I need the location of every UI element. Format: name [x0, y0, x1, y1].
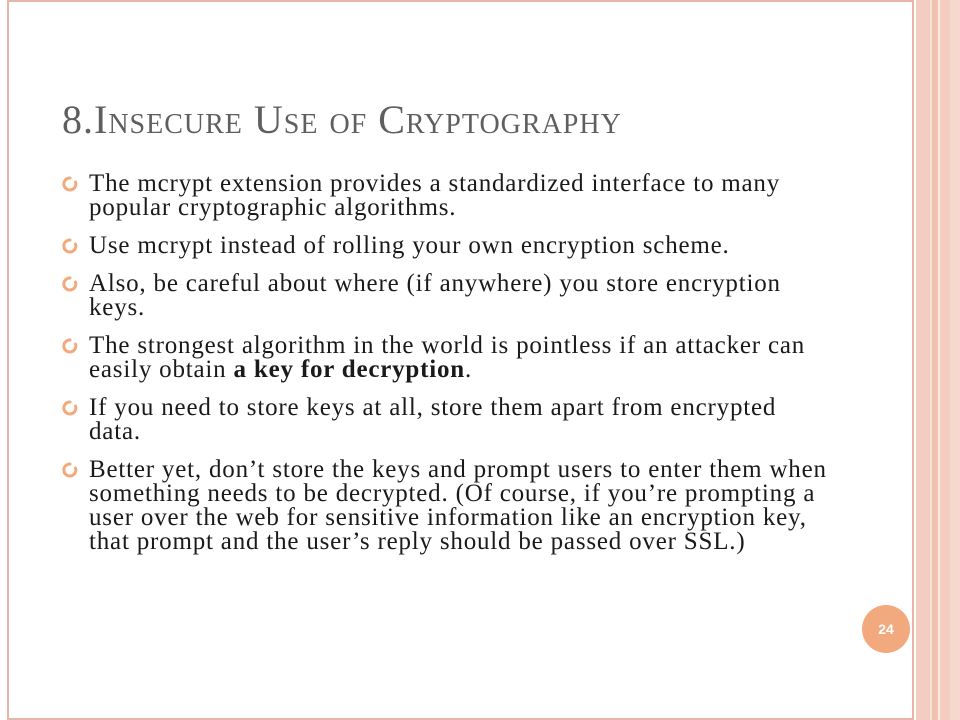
frame-top-border: [7, 0, 912, 2]
stripe: [940, 0, 950, 720]
circle-outline-bullet-icon: [62, 275, 78, 293]
stripe: [950, 0, 960, 720]
bullet-item: [62, 396, 832, 444]
bullet-item: [62, 334, 832, 382]
frame-left-border: [7, 0, 9, 720]
circle-outline-bullet-icon: [62, 399, 78, 417]
bullet-item: [62, 458, 832, 554]
bullet-bold-text: a key for decryption: [233, 356, 466, 383]
bullet-list: [62, 172, 832, 568]
bullet-item: [62, 172, 832, 220]
circle-outline-bullet-icon: [62, 175, 78, 193]
circle-outline-bullet-icon: [62, 237, 78, 255]
bullet-text: The strongest algorithm in the world is pointless if an attacker can easily obtain: [89, 332, 806, 383]
bullet-text: If you need to store keys at all, store them apart from encrypted data.: [89, 394, 777, 445]
stripe: [912, 0, 914, 720]
circle-outline-bullet-icon: [62, 461, 78, 479]
bullet-item: [62, 234, 832, 258]
bullet-item: [62, 272, 832, 320]
bullet-text: Better yet, don’t store the keys and prompt users to enter them when something needs to be decrypted. (Of course, if you’re prompting a user over the web for sensitive information like an encryption key, that prompt and the user’s reply should be passed over SSL.): [89, 456, 827, 555]
circle-outline-bullet-icon: [62, 337, 78, 355]
stripe: [916, 0, 930, 720]
bullet-text: The mcrypt extension provides a standardized interface to many popular cryptographic algorithms.: [89, 170, 781, 221]
slide-title: 8.Insecure Use of Cryptography: [62, 97, 622, 142]
decorative-stripes: [912, 0, 960, 720]
page-number-badge: 24: [862, 605, 910, 653]
bullet-text: Use mcrypt instead of rolling your own encryption scheme.: [89, 232, 730, 259]
bullet-text-end: .: [465, 356, 473, 383]
bullet-text: Also, be careful about where (if anywhere) you store encryption keys.: [89, 270, 781, 321]
